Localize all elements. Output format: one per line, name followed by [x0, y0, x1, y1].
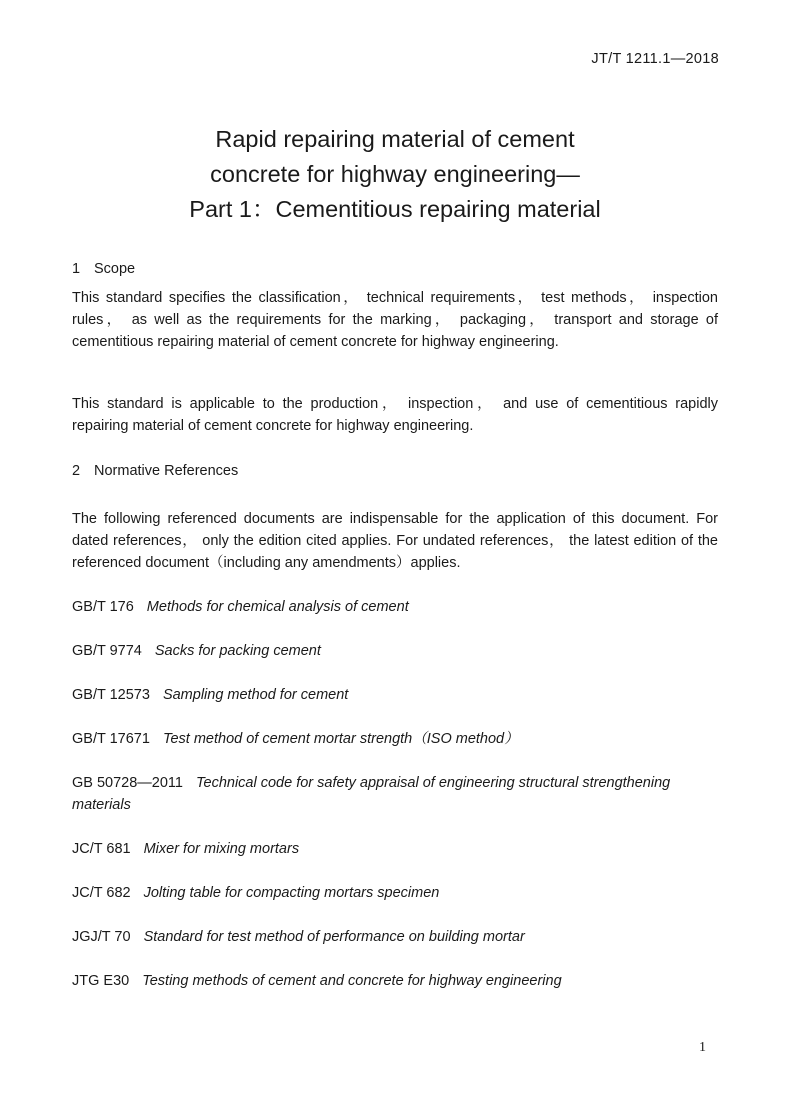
reference-code: JTG E30 [72, 973, 130, 989]
reference-title: Methods for chemical analysis of cement [146, 599, 409, 615]
reference-title: Mixer for mixing mortars [143, 841, 300, 857]
title-line: Part 1：Cementitious repairing material [189, 196, 601, 222]
reference-item [72, 926, 732, 948]
reference-code: JC/T 681 [72, 841, 131, 857]
reference-title: Sacks for packing cement [154, 643, 321, 659]
section-title: Normative References [94, 463, 239, 479]
reference-title: Standard for test method of performance on building mortar [143, 929, 525, 945]
reference-code: JGJ/T 70 [72, 929, 131, 945]
scope-paragraph: This standard is applicable to the production， inspection， and use of cementitious rapidly repairing material of cement concrete for highway engineering. [72, 396, 718, 434]
reference-code: JC/T 682 [72, 885, 131, 901]
document-title [0, 122, 790, 227]
reference-code: GB/T 12573 [72, 687, 150, 703]
reference-code: GB/T 176 [72, 599, 134, 615]
reference-item [72, 728, 732, 750]
section-heading-scope [72, 261, 135, 277]
reference-title: Jolting table for compacting mortars specimen [143, 885, 440, 901]
reference-code: GB/T 17671 [72, 731, 150, 747]
section-number: 1 [72, 261, 81, 277]
title-line: Rapid repairing material of cement [215, 126, 575, 152]
section-heading-normative-references [72, 463, 238, 479]
reference-item [72, 596, 732, 618]
scope-paragraph: This standard specifies the classification， technical requirements， test methods， inspection rules， as well as the requirements for the marking， packaging， transport and storage of cementitious repairing material of cement concrete for highway engineering. [72, 290, 718, 350]
reference-code: GB 50728—2011 [72, 775, 183, 791]
reference-title: Test method of cement mortar strength（ISO method） [162, 731, 519, 747]
reference-item [72, 640, 732, 662]
reference-item [72, 838, 732, 860]
section-number: 2 [72, 463, 81, 479]
title-line: concrete for highway engineering— [210, 161, 580, 187]
reference-item [72, 684, 732, 706]
reference-title: Technical code for safety appraisal of engineering structural strengthening materials [72, 775, 671, 813]
reference-item [72, 970, 732, 992]
document-code: JT/T 1211.1—2018 [591, 51, 719, 67]
references-intro-paragraph: The following referenced documents are indispensable for the application of this document. For dated references， only the edition cited applies. For undated references， the latest edition of the referenced document（including any amendments）applies. [72, 511, 718, 571]
section-title: Scope [94, 261, 136, 277]
page-number: 1 [699, 1040, 706, 1055]
reference-title: Sampling method for cement [162, 687, 349, 703]
reference-item [72, 882, 732, 904]
reference-code: GB/T 9774 [72, 643, 142, 659]
reference-title: Testing methods of cement and concrete for highway engineering [142, 973, 562, 989]
reference-item [72, 772, 732, 816]
